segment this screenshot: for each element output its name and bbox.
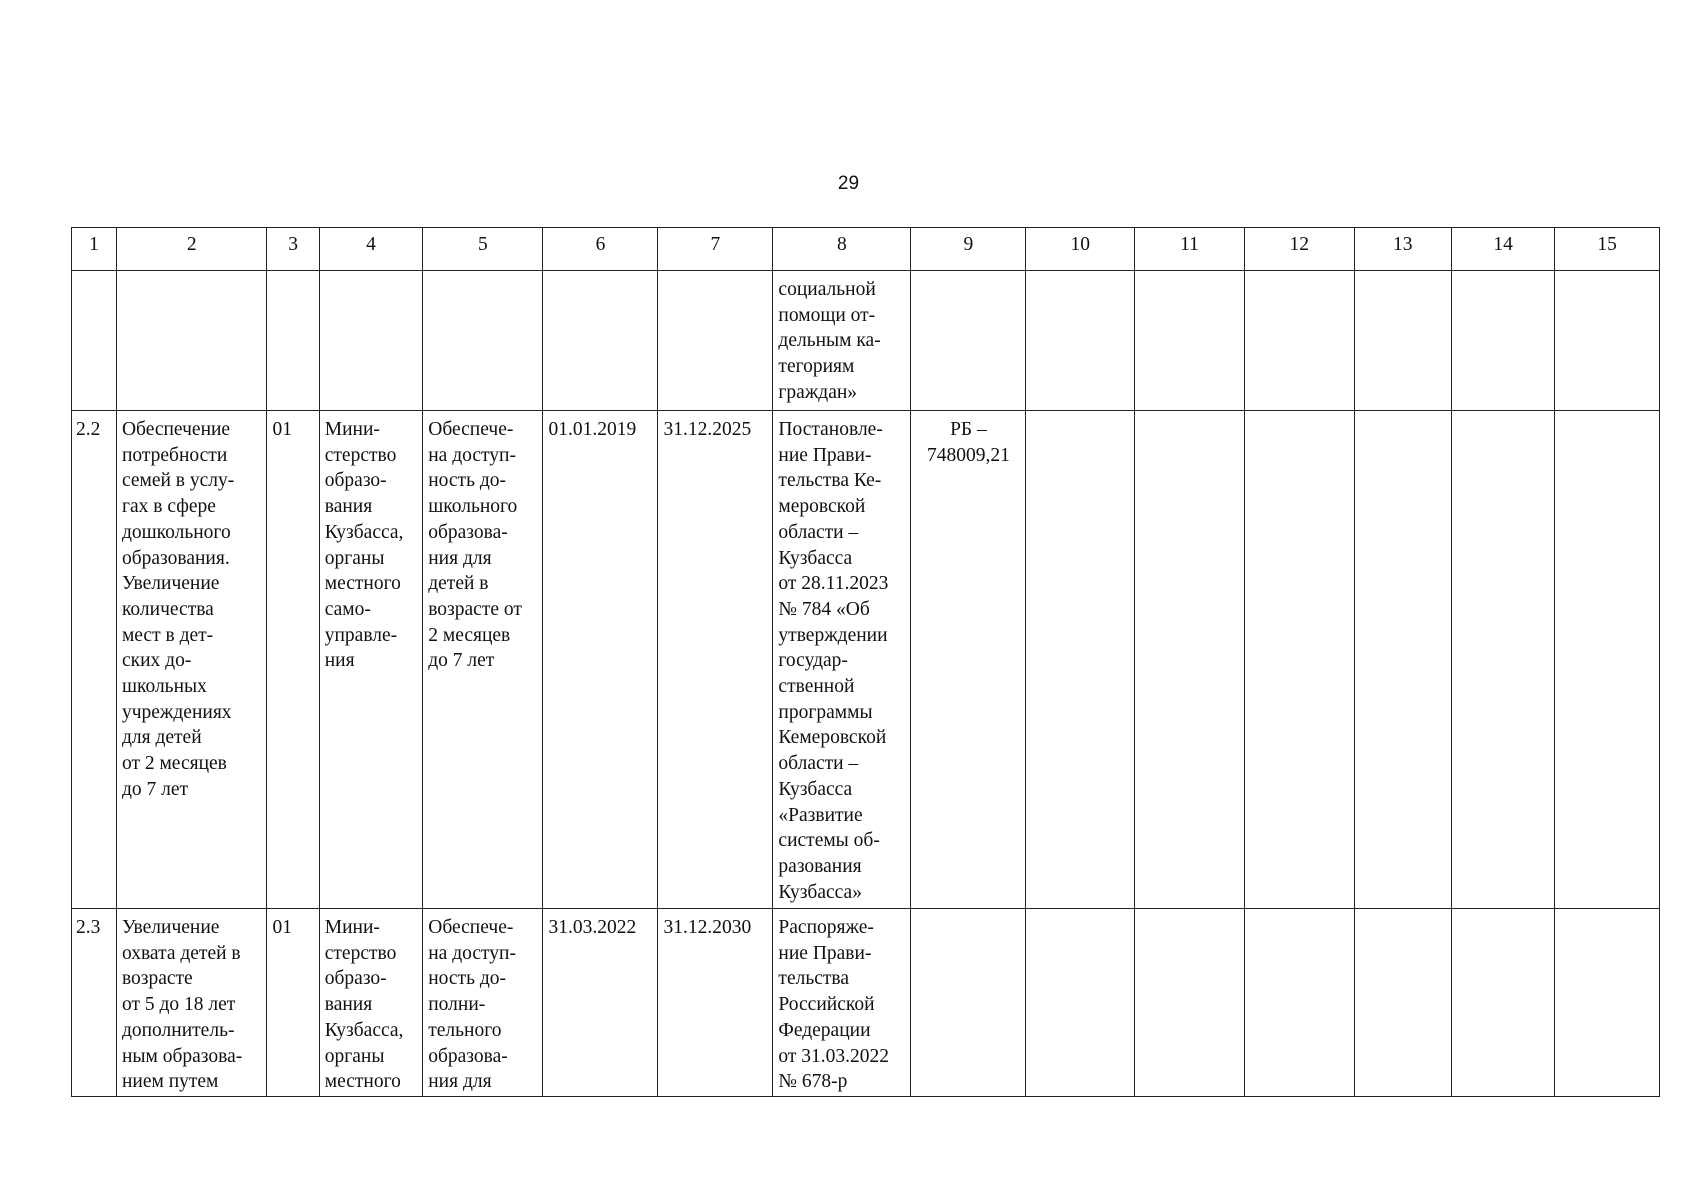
header-col-6: 6 bbox=[543, 228, 658, 271]
code-cell: 01 bbox=[267, 411, 319, 909]
header-col-10: 10 bbox=[1026, 228, 1135, 271]
col-13-cell bbox=[1354, 909, 1451, 1097]
col-11-cell bbox=[1135, 909, 1245, 1097]
col-14-cell bbox=[1451, 411, 1554, 909]
header-col-2: 2 bbox=[116, 228, 267, 271]
result-cell: Обеспече- на доступ- ность до- школьного образова- ния для детей в возрасте от 2 месяцев до 7 лет bbox=[423, 411, 543, 909]
col-13-cell bbox=[1354, 411, 1451, 909]
table-row-continuation bbox=[72, 271, 1660, 411]
header-col-12: 12 bbox=[1244, 228, 1354, 271]
col-15-cell bbox=[1555, 271, 1660, 411]
responsible-cell: Мини- стерство образо- вания Кузбасса, органы местного bbox=[319, 909, 422, 1097]
row-number-cell: 2.3 bbox=[72, 909, 117, 1097]
end-date-cell: 31.12.2030 bbox=[658, 909, 773, 1097]
header-col-3: 3 bbox=[267, 228, 319, 271]
col-12-cell bbox=[1244, 909, 1354, 1097]
header-col-9: 9 bbox=[911, 228, 1026, 271]
header-col-4: 4 bbox=[319, 228, 422, 271]
col-12-cell bbox=[1244, 411, 1354, 909]
col-13-cell bbox=[1354, 271, 1451, 411]
header-col-1: 1 bbox=[72, 228, 117, 271]
funding-cell: РБ – 748009,21 bbox=[911, 411, 1026, 909]
table-row-2-3 bbox=[72, 909, 1660, 1097]
responsible-cell: Мини- стерство образо- вания Кузбасса, органы местного само- управле- ния bbox=[319, 411, 422, 909]
row-number-cell: 2.2 bbox=[72, 411, 117, 909]
col-10-cell bbox=[1026, 411, 1135, 909]
legal-act-cell: Постановле- ние Прави- тельства Ке- меровской области – Кузбасса от 28.11.2023 № 784 «Об утверждении государ- ственной программы Кемеровской области – Кузбасса «Развитие системы об- разования Кузбасса» bbox=[773, 411, 911, 909]
responsible-cell bbox=[319, 271, 422, 411]
funding-cell bbox=[911, 271, 1026, 411]
header-col-15: 15 bbox=[1555, 228, 1660, 271]
code-cell bbox=[267, 271, 319, 411]
col-12-cell bbox=[1244, 271, 1354, 411]
header-col-7: 7 bbox=[658, 228, 773, 271]
end-date-cell: 31.12.2025 bbox=[658, 411, 773, 909]
header-col-5: 5 bbox=[423, 228, 543, 271]
header-row bbox=[72, 228, 1660, 271]
measure-name-cell: Увеличение охвата детей в возрасте от 5 до 18 лет дополнитель- ным образова- нием путем bbox=[116, 909, 267, 1097]
start-date-cell bbox=[543, 271, 658, 411]
col-11-cell bbox=[1135, 271, 1245, 411]
legal-act-cell: социальной помощи от- дельным ка- тегориям граждан» bbox=[773, 271, 911, 411]
start-date-cell: 01.01.2019 bbox=[543, 411, 658, 909]
result-cell bbox=[423, 271, 543, 411]
start-date-cell: 31.03.2022 bbox=[543, 909, 658, 1097]
measures-table bbox=[71, 227, 1660, 1097]
measure-name-cell: Обеспечение потребности семей в услу- гах в сфере дошкольного образования. Увеличение количества мест в дет- ских до- школьных учреждениях для детей от 2 месяцев до 7 лет bbox=[116, 411, 267, 909]
end-date-cell bbox=[658, 271, 773, 411]
col-15-cell bbox=[1555, 411, 1660, 909]
header-col-13: 13 bbox=[1354, 228, 1451, 271]
col-15-cell bbox=[1555, 909, 1660, 1097]
header-col-11: 11 bbox=[1135, 228, 1245, 271]
col-14-cell bbox=[1451, 909, 1554, 1097]
col-14-cell bbox=[1451, 271, 1554, 411]
measure-name-cell bbox=[116, 271, 267, 411]
code-cell: 01 bbox=[267, 909, 319, 1097]
col-10-cell bbox=[1026, 271, 1135, 411]
funding-cell bbox=[911, 909, 1026, 1097]
page-number: 29 bbox=[837, 173, 860, 194]
header-col-8: 8 bbox=[773, 228, 911, 271]
col-11-cell bbox=[1135, 411, 1245, 909]
col-10-cell bbox=[1026, 909, 1135, 1097]
row-number-cell bbox=[72, 271, 117, 411]
table-row-2-2 bbox=[72, 411, 1660, 909]
legal-act-cell: Распоряже- ние Прави- тельства Российской Федерации от 31.03.2022 № 678-р bbox=[773, 909, 911, 1097]
result-cell: Обеспече- на доступ- ность до- полни- тельного образова- ния для bbox=[423, 909, 543, 1097]
header-col-14: 14 bbox=[1451, 228, 1554, 271]
